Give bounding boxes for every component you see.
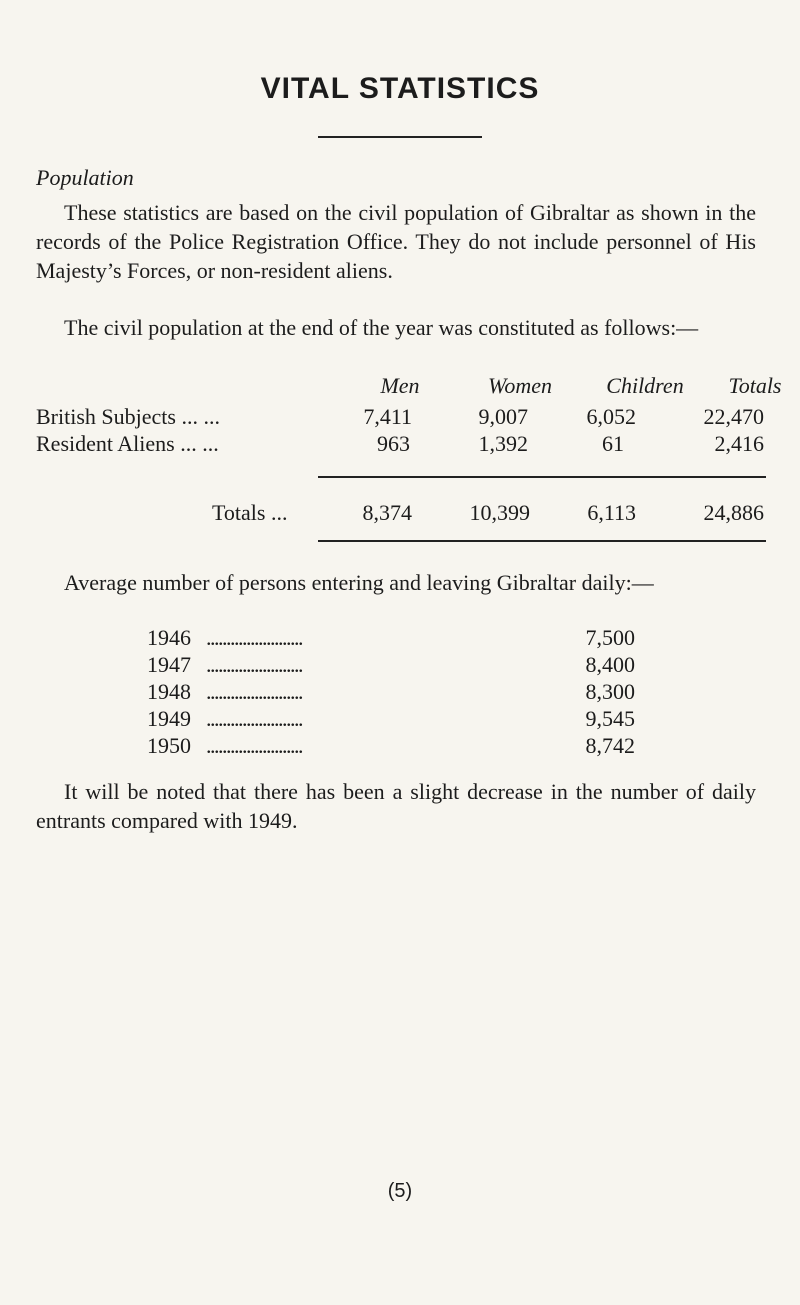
daily-persons-intro: Average number of persons entering and leaving Gibraltar daily:— <box>64 570 654 595</box>
daily-value: 8,300 <box>585 679 635 704</box>
page-number: (5) <box>387 1180 413 1202</box>
col-header-children: Children <box>606 373 684 398</box>
cell-totals-women: 10,399 <box>469 500 530 525</box>
cell-british-totals: 22,470 <box>703 404 764 429</box>
daily-value: 8,400 <box>585 652 635 677</box>
cell-aliens-women: 1,392 <box>478 431 528 456</box>
daily-value: 9,545 <box>585 706 635 731</box>
col-header-women: Women <box>488 373 552 398</box>
civil-population-intro: The civil population at the end of the year was constituted as follows:— <box>64 315 699 340</box>
cell-aliens-men: 963 <box>377 431 410 456</box>
title-underline <box>318 136 482 138</box>
row-label-totals: Totals ... <box>212 500 288 525</box>
cell-british-children: 6,052 <box>586 404 636 429</box>
daily-dots: ........................ <box>206 652 302 677</box>
cell-british-men: 7,411 <box>363 404 412 429</box>
cell-totals-totals: 24,886 <box>703 500 764 525</box>
daily-year: 1949 <box>147 706 191 731</box>
daily-value: 8,742 <box>585 733 635 758</box>
cell-british-women: 9,007 <box>478 404 528 429</box>
daily-year: 1946 <box>147 625 191 650</box>
conclusion-paragraph: It will be noted that there has been a slight decrease in the number of daily entrants compared with 1949. <box>36 779 756 833</box>
daily-dots: ........................ <box>206 679 302 704</box>
daily-dots: ........................ <box>206 625 302 650</box>
totals-top-rule <box>318 476 766 478</box>
row-label-resident-aliens: Resident Aliens ... ... <box>36 431 219 456</box>
totals-bottom-rule <box>318 540 766 542</box>
daily-year: 1947 <box>147 652 191 677</box>
cell-aliens-children: 61 <box>602 431 624 456</box>
cell-aliens-totals: 2,416 <box>714 431 764 456</box>
daily-year: 1948 <box>147 679 191 704</box>
page-title: VITAL STATISTICS <box>260 72 540 105</box>
cell-totals-men: 8,374 <box>362 500 412 525</box>
col-header-totals: Totals <box>728 373 782 398</box>
row-label-british-subjects: British Subjects ... ... <box>36 404 220 429</box>
col-header-men: Men <box>380 373 420 398</box>
daily-dots: ........................ <box>206 706 302 731</box>
daily-dots: ........................ <box>206 733 302 758</box>
intro-paragraph: These statistics are based on the civil population of Gibraltar as shown in the records of the Police Registration Office. They do not include personnel of His Majesty’s Forces, or non-resident aliens. <box>36 200 756 283</box>
section-heading: Population <box>36 165 134 190</box>
cell-totals-children: 6,113 <box>587 500 636 525</box>
daily-value: 7,500 <box>585 625 635 650</box>
daily-year: 1950 <box>147 733 191 758</box>
